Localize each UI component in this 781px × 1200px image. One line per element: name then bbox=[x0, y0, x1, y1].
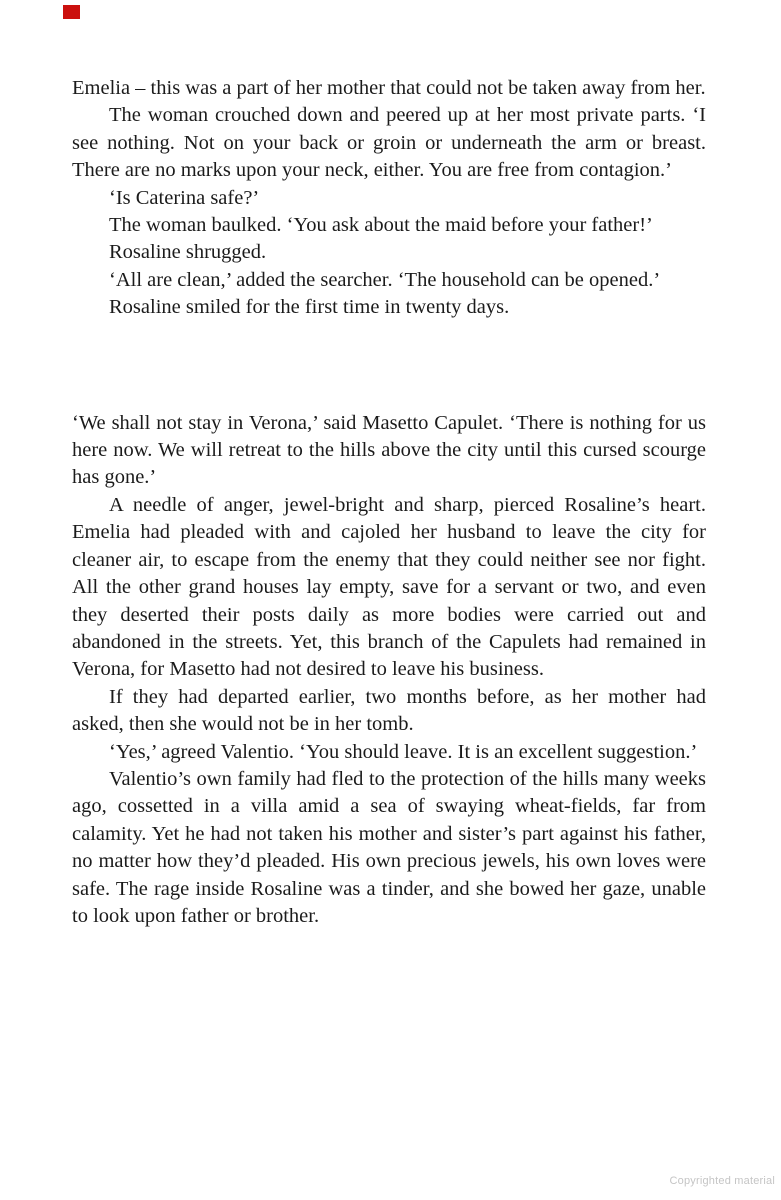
paragraph: The woman baulked. ‘You ask about the maid before your father!’ bbox=[109, 214, 653, 237]
paragraph: Emelia – this was a part of her mother that could not be taken away from her. bbox=[72, 77, 706, 99]
paragraph: Valentio’s own family had fled to the protection of the hills many weeks ago, cossetted in a villa amid a sea of swaying wheat-fields, far from calamity. Yet he had not taken his mother and sister’s part against his father, no matter how they’d pleaded. His own precious jewels, his own loves were safe. The rage inside Rosaline was a tinder, and she bowed her gaze, unable to look upon father or brother. bbox=[72, 767, 706, 927]
paragraph: The woman crouched down and peered up at her most private parts. ‘I see nothing. Not on your back or groin or underneath the arm or breast. There are no marks upon your neck, either. You are free from contagion.’ bbox=[72, 104, 706, 182]
paragraph: ‘All are clean,’ added the searcher. ‘The household can be opened.’ bbox=[109, 268, 661, 291]
red-page-marker bbox=[63, 5, 80, 19]
paragraph: Rosaline shrugged. bbox=[109, 241, 267, 264]
paragraph: ‘We shall not stay in Verona,’ said Masetto Capulet. ‘There is nothing for us here now. We will retreat to the hills above the city until this cursed scourge has gone.’ bbox=[72, 411, 706, 489]
paragraph: ‘Is Caterina safe?’ bbox=[109, 186, 260, 209]
paragraph: ‘Yes,’ agreed Valentio. ‘You should leave. It is an excellent suggestion.’ bbox=[109, 740, 698, 763]
copyright-notice: Copyrighted material bbox=[669, 1175, 775, 1187]
paragraph: If they had departed earlier, two months before, as her mother had asked, then she would not be in her tomb. bbox=[72, 685, 706, 736]
paragraph: Rosaline smiled for the first time in twenty days. bbox=[109, 296, 510, 319]
paragraph: A needle of anger, jewel-bright and sharp, pierced Rosaline’s heart. Emelia had pleaded with and cajoled her husband to leave the city for cleaner air, to escape from the enemy that they could neither see nor fight. All the other grand houses lay empty, save for a servant or two, and even they deserted their posts daily as more bodies were carried out and abandoned in the streets. Yet, this branch of the Capulets had remained in Verona, for Masetto had not desired to leave his business. bbox=[72, 493, 706, 681]
scene-break bbox=[72, 322, 706, 410]
page-text-block bbox=[72, 75, 706, 930]
